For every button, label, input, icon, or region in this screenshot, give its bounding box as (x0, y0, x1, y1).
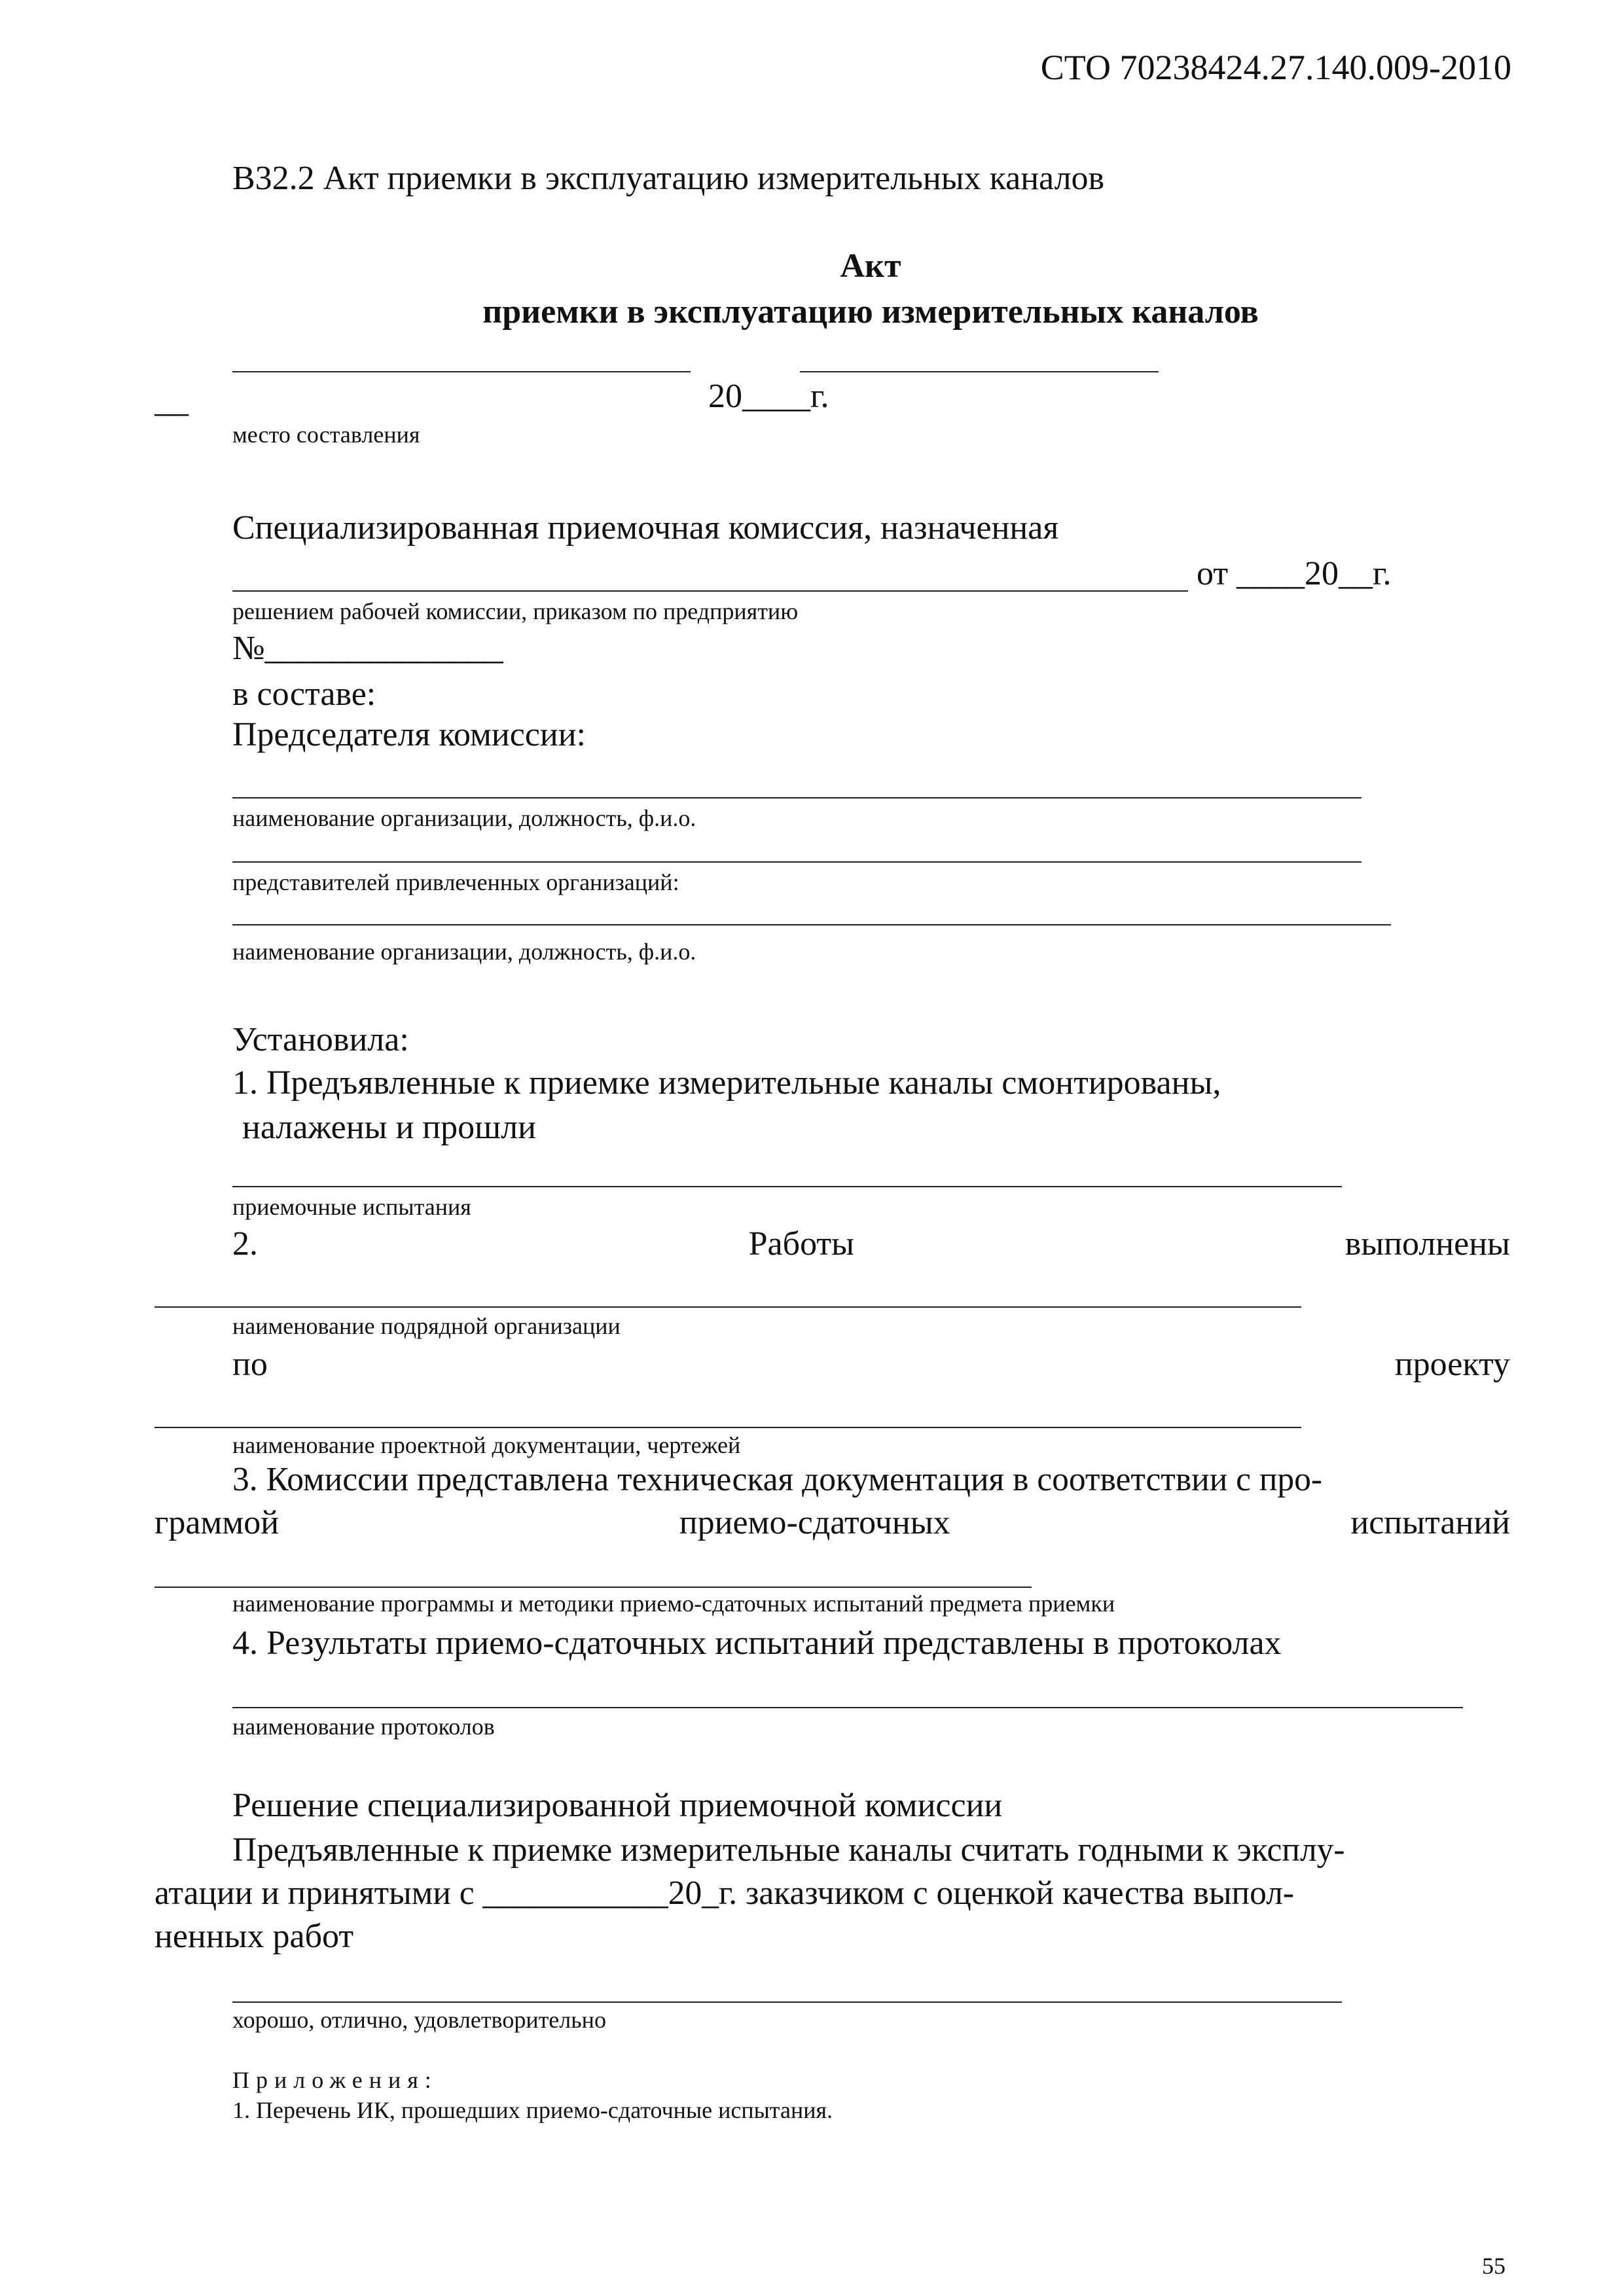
day-month-line (800, 371, 1159, 372)
item4-line: 4. Результаты приемо-сдаточных испытаний представлены в протоколах (232, 1624, 1282, 1662)
contractor-line (154, 1306, 1301, 1308)
from-date-text: от ____20__г. (1197, 555, 1392, 592)
chairman-label: Председателя комиссии: (232, 716, 586, 753)
decision-hint: решением рабочей комиссии, приказом по предприятию (232, 598, 799, 624)
item3-hint: наименование программы и методики приемо-сдаточных испытаний предмета приемки (232, 1590, 1115, 1617)
decision-title: Решение специализированной приемочной комиссии (232, 1787, 1003, 1824)
item4-hint: наименование протоколов (232, 1713, 495, 1740)
act-title-line1: Акт (840, 247, 901, 285)
org-line-1 (232, 861, 1362, 863)
place-hint: место составления (232, 422, 420, 448)
item1-line (232, 1186, 1342, 1187)
item1-line2: налажены и прошли (242, 1109, 536, 1146)
item1-line1: 1. Предъявленные к приемке измерительные каналы смонтированы, (232, 1064, 1221, 1102)
decision-line2: атации и принятыми с ___________20_г. заказчиком с оценкой качества выпол- (154, 1874, 1295, 1912)
appendix-label: Приложения: (232, 2067, 438, 2093)
org-hint-1: наименование организации, должность, ф.и.о. (232, 805, 696, 831)
established-label: Установила: (232, 1021, 409, 1058)
appendix-item1: 1. Перечень ИК, прошедших приемо-сдаточные испытания. (232, 2097, 833, 2123)
item2-word-done: выполнены (1344, 1225, 1510, 1263)
place-line (232, 371, 691, 372)
item2-project-row (232, 1344, 1510, 1385)
grade-hint: хорошо, отлично, удовлетворительно (232, 2007, 606, 2033)
chairman-line (232, 797, 1362, 798)
page-number: 55 (1482, 2253, 1506, 2279)
item2-word-works: Работы (748, 1225, 855, 1263)
item3-word-tests: испытаний (1350, 1504, 1510, 1541)
document-code: СТО 70238424.27.140.009-2010 (1040, 48, 1511, 87)
item2-hint: наименование подрядной организации (232, 1313, 621, 1339)
year-text: 20____г. (708, 378, 829, 415)
item2-row (232, 1224, 1510, 1265)
representatives-line (232, 924, 1391, 925)
item3-line2 (154, 1503, 1510, 1543)
item2-number: 2. (232, 1225, 258, 1263)
item3-line1: 3. Комиссии представлена техническая документация в соответствии с про- (232, 1461, 1323, 1498)
representatives-label: представителей привлеченных организаций: (232, 869, 679, 895)
act-title-line2: приемки в эксплуатацию измерительных каналов (482, 293, 1259, 331)
program-line (154, 1587, 1032, 1588)
item1-hint: приемочные испытания (232, 1194, 471, 1220)
number-field: №______________ (232, 630, 503, 667)
item2-project: проекту (1394, 1346, 1510, 1383)
decision-line1: Предъявленные к приемке измерительные каналы считать годными к эксплу- (232, 1831, 1345, 1869)
composition-label: в составе: (232, 675, 376, 713)
section-title: В32.2 Акт приемки в эксплуатацию измерительных каналов (232, 160, 1105, 197)
item3-word-acceptance: приемо-сдаточных (679, 1504, 950, 1541)
item2-by: по (232, 1346, 268, 1383)
commission-intro: Специализированная приемочная комиссия, назначенная (232, 509, 1059, 547)
protocols-line (232, 1707, 1463, 1708)
org-hint-2: наименование организации, должность, ф.и.о. (232, 939, 696, 965)
item2-hint2: наименование проектной документации, чертежей (232, 1432, 741, 1458)
grade-line (232, 2001, 1342, 2003)
left-dash: __ (154, 382, 189, 420)
item3-word-program: граммой (154, 1504, 280, 1541)
decision-line (232, 590, 1188, 592)
project-line (154, 1427, 1301, 1428)
decision-line3: ненных работ (154, 1918, 354, 1955)
